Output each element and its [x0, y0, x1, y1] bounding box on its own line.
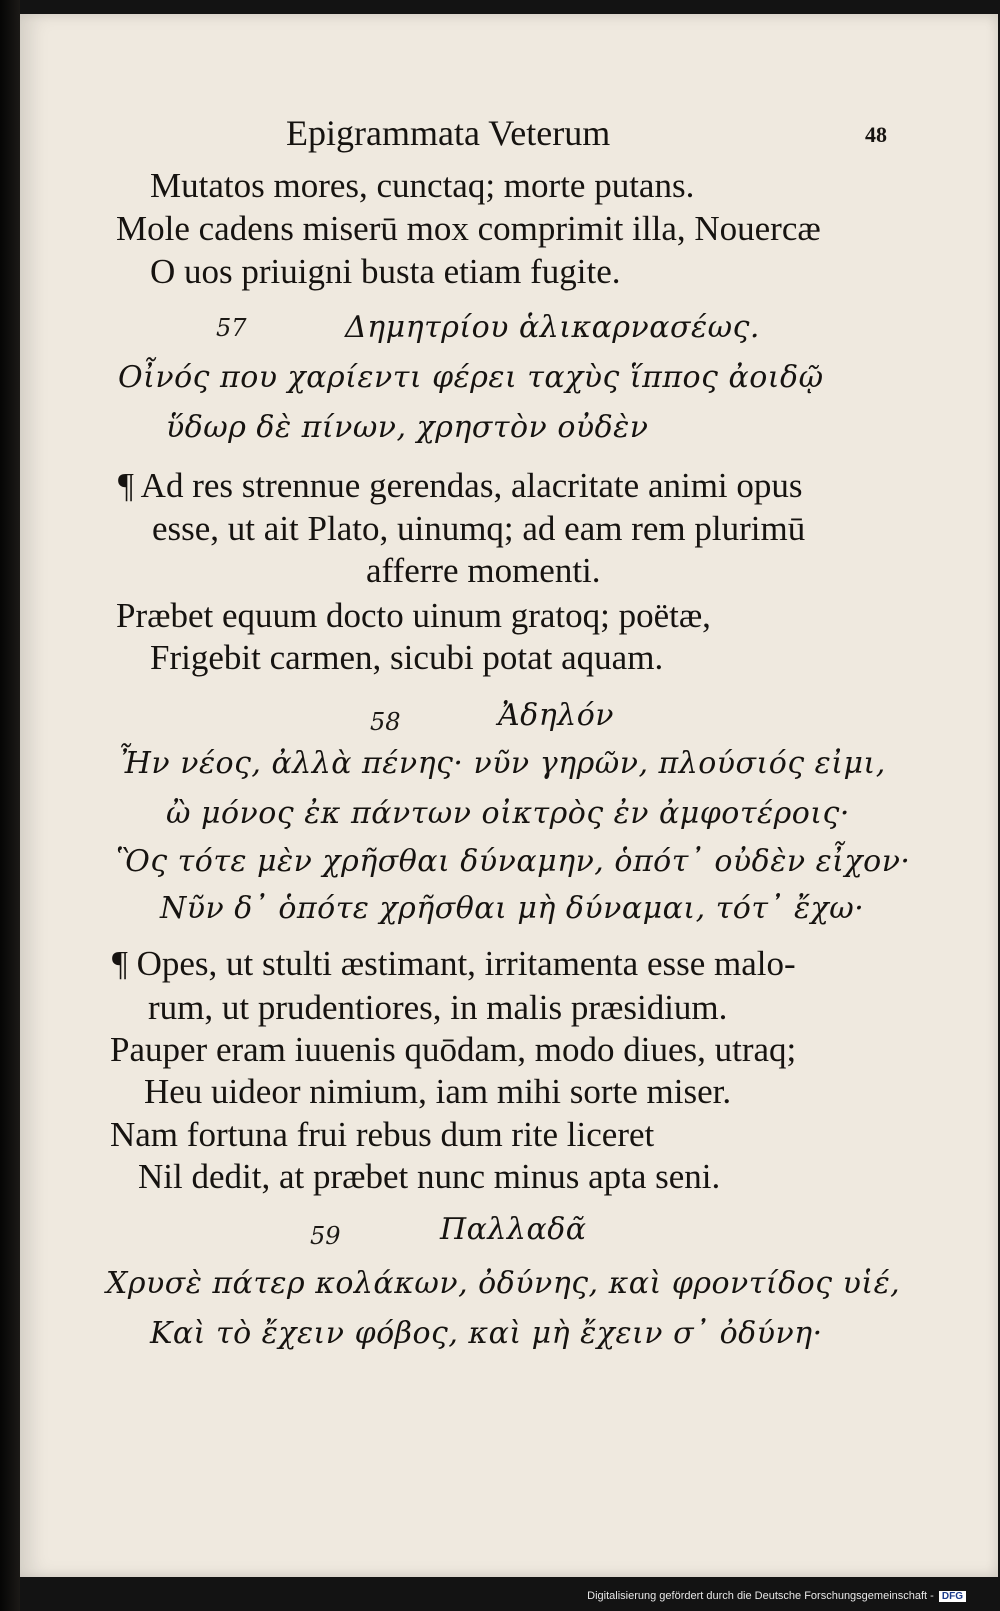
greek-verse-line: Νῦν δ᾽ ὁπότε χρῆσθαι μὴ δύναμαι, τότ᾽ ἔχω· [160, 891, 865, 926]
verse-line: Nil dedit, at præbet nunc minus apta seni. [138, 1157, 721, 1196]
commentary-line: ¶ Ad res strennue gerendas, alacritate animi opus [118, 466, 803, 505]
verse-line: O uos priuigni busta etiam fugite. [150, 252, 621, 291]
greek-verse-line: ὢ μόνος ἐκ πάντων οἰκτρὸς ἐν ἀμφοτέροις· [166, 796, 850, 831]
verse-line: Mole cadens miserū mox comprimit illa, Nouercæ [116, 209, 821, 248]
running-head: Epigrammata Veterum [286, 113, 611, 153]
verse-line: Præbet equum docto uinum gratoq; poëtæ, [116, 596, 711, 635]
epigram-57-author: Δημητρίου ἁλικαρνασέως. [345, 310, 760, 345]
commentary-line: rum, ut prudentiores, in malis præsidium. [148, 988, 728, 1027]
verse-line: Pauper eram iuuenis quōdam, modo diues, utraq; [110, 1030, 797, 1069]
book-binding-edge [0, 0, 20, 1611]
epigram-number-57: 57 [216, 314, 247, 342]
greek-verse-line: Οἶνός που χαρίεντι φέρει ταχὺς ἵππος ἀοιδῷ [118, 360, 824, 395]
book-page [20, 14, 998, 1577]
greek-verse-line: Ὃς τότε μὲν χρῆσθαι δύναμην, ὁπότ᾽ οὐδὲν εἶχον· [116, 844, 911, 879]
commentary-line: afferre momenti. [366, 551, 601, 590]
dfg-logo-icon: DFG [939, 1591, 966, 1602]
verse-line: Mutatos mores, cunctaq; morte putans. [150, 166, 695, 205]
commentary-line: ¶ Opes, ut stulti æstimant, irritamenta esse malo- [112, 944, 796, 983]
verse-line: Nam fortuna frui rebus dum rite liceret [110, 1115, 655, 1154]
epigram-59-author: Παλλαδᾶ [440, 1212, 587, 1247]
epigram-number-58: 58 [370, 708, 401, 736]
digitization-credit [587, 1590, 966, 1602]
epigram-58-author: Ἀδηλόν [498, 698, 615, 733]
greek-verse-line: ὕδωρ δὲ πίνων, χρηστὸν οὐδὲν [166, 410, 649, 445]
greek-verse-line: Καὶ τὸ ἔχειν φόβος, καὶ μὴ ἔχειν σ᾽ ὀδύνη· [150, 1316, 823, 1351]
greek-verse-line: Χρυσὲ πάτερ κολάκων, ὀδύνης, καὶ φροντίδος υἱέ, [106, 1266, 901, 1301]
folio-number: 48 [865, 122, 887, 147]
verse-line: Heu uideor nimium, iam mihi sorte miser. [144, 1072, 732, 1111]
credit-text: Digitalisierung gefördert durch die Deutsche Forschungsgemeinschaft - [587, 1590, 934, 1602]
greek-verse-line: Ἦν νέος, ἀλλὰ πένης· νῦν γηρῶν, πλούσιός εἰμι, [118, 746, 886, 781]
epigram-number-59: 59 [310, 1222, 341, 1250]
verse-line: Frigebit carmen, sicubi potat aquam. [150, 638, 664, 677]
commentary-line: esse, ut ait Plato, uinumq; ad eam rem plurimū [152, 509, 806, 548]
